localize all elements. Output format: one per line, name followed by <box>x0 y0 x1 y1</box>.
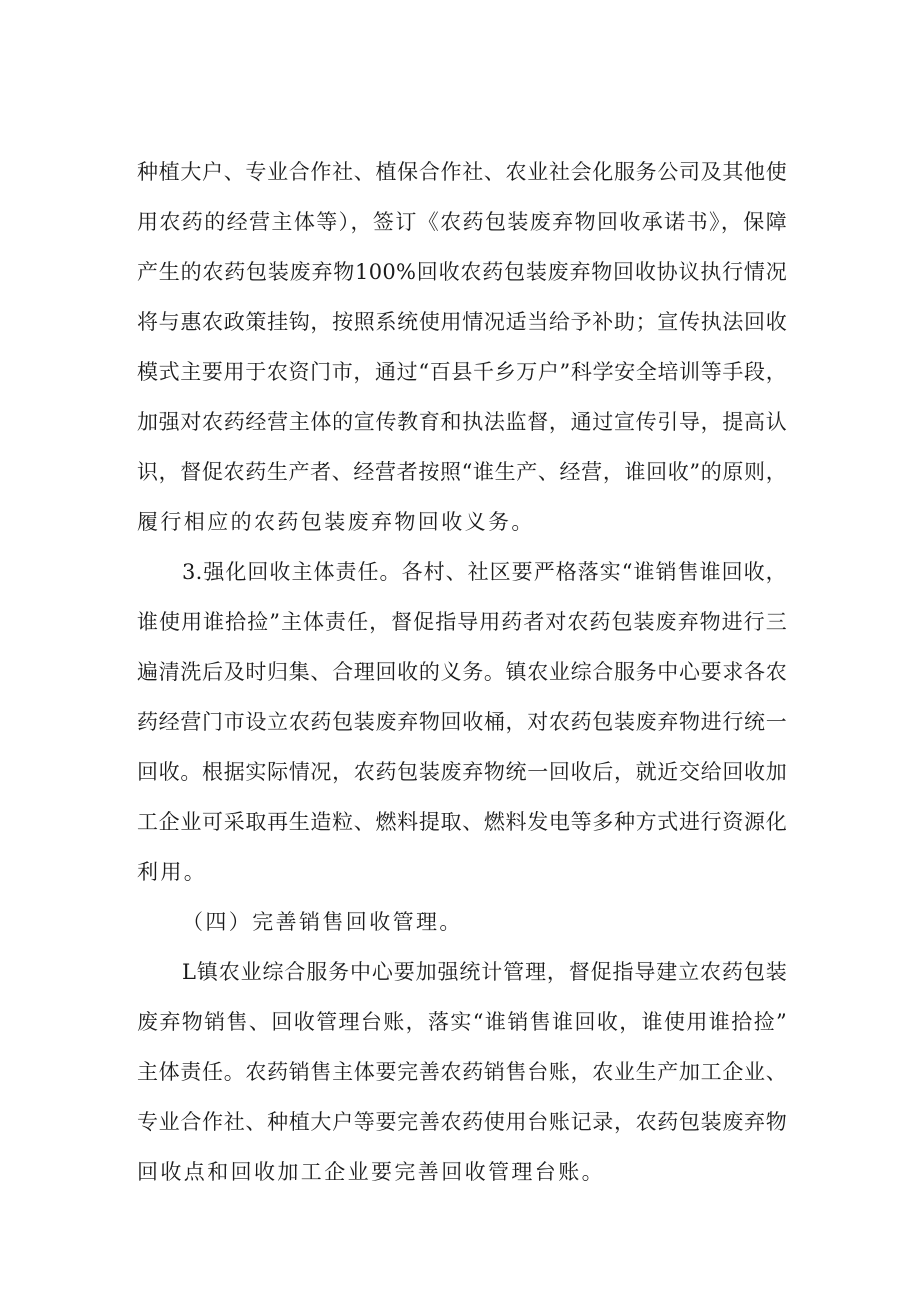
body-text-line: 谁使用谁拾捡”主体责任，督促指导用药者对农药包装废弃物进行三 <box>137 610 787 634</box>
body-text-line: 加强对农药经营主体的宣传教育和执法监督，通过宣传引导，提高认 <box>137 410 787 434</box>
body-text-line: 识，督促农药生产者、经营者按照“谁生产、经营，谁回收”的原则， <box>137 460 787 484</box>
body-text-line: 遍清洗后及时归集、合理回收的义务。镇农业综合服务中心要求各农 <box>137 660 787 684</box>
body-text-line: 工企业可采取再生造粒、燃料提取、燃料发电等多种方式进行资源化 <box>137 810 787 834</box>
body-text-line: L镇农业综合服务中心要加强统计管理，督促指导建立农药包装 <box>182 960 787 984</box>
body-text-line: 回收点和回收加工企业要完善回收管理台账。 <box>137 1160 605 1184</box>
section-item-3-line: 3.强化回收主体责任。各村、社区要严格落实“谁销售谁回收， <box>182 560 787 584</box>
body-text-line: 种植大户、专业合作社、植保合作社、农业社会化服务公司及其他使 <box>137 160 787 184</box>
body-text-line: 药经营门市设立农药包装废弃物回收桶，对农药包装废弃物进行统一 <box>137 710 787 734</box>
body-text-line: 专业合作社、种植大户等要完善农药使用台账记录，农药包装废弃物 <box>137 1110 787 1134</box>
body-text-line: 将与惠农政策挂钩，按照系统使用情况适当给予补助；宣传执法回收 <box>137 310 787 334</box>
body-text-line: 模式主要用于农资门市，通过“百县千乡万户”科学安全培训等手段， <box>137 360 787 384</box>
body-text-line: 履行相应的农药包装废弃物回收义务。 <box>137 510 535 534</box>
body-text-line: 利用。 <box>137 860 208 884</box>
body-text-line: 废弃物销售、回收管理台账，落实“谁销售谁回收，谁使用谁拾捡” <box>137 1010 787 1034</box>
body-text-line: 主体责任。农药销售主体要完善农药销售台账，农业生产加工企业、 <box>137 1060 787 1084</box>
section-heading: （四）完善销售回收管理。 <box>182 910 463 934</box>
body-text-line: 用农药的经营主体等），签订《农药包装废弃物回收承诺书》，保障 <box>137 210 787 234</box>
body-text-line: 产生的农药包装废弃物100%回收农药包装废弃物回收协议执行情况 <box>137 260 787 284</box>
body-text-line: 回收。根据实际情况，农药包装废弃物统一回收后，就近交给回收加 <box>137 760 787 784</box>
